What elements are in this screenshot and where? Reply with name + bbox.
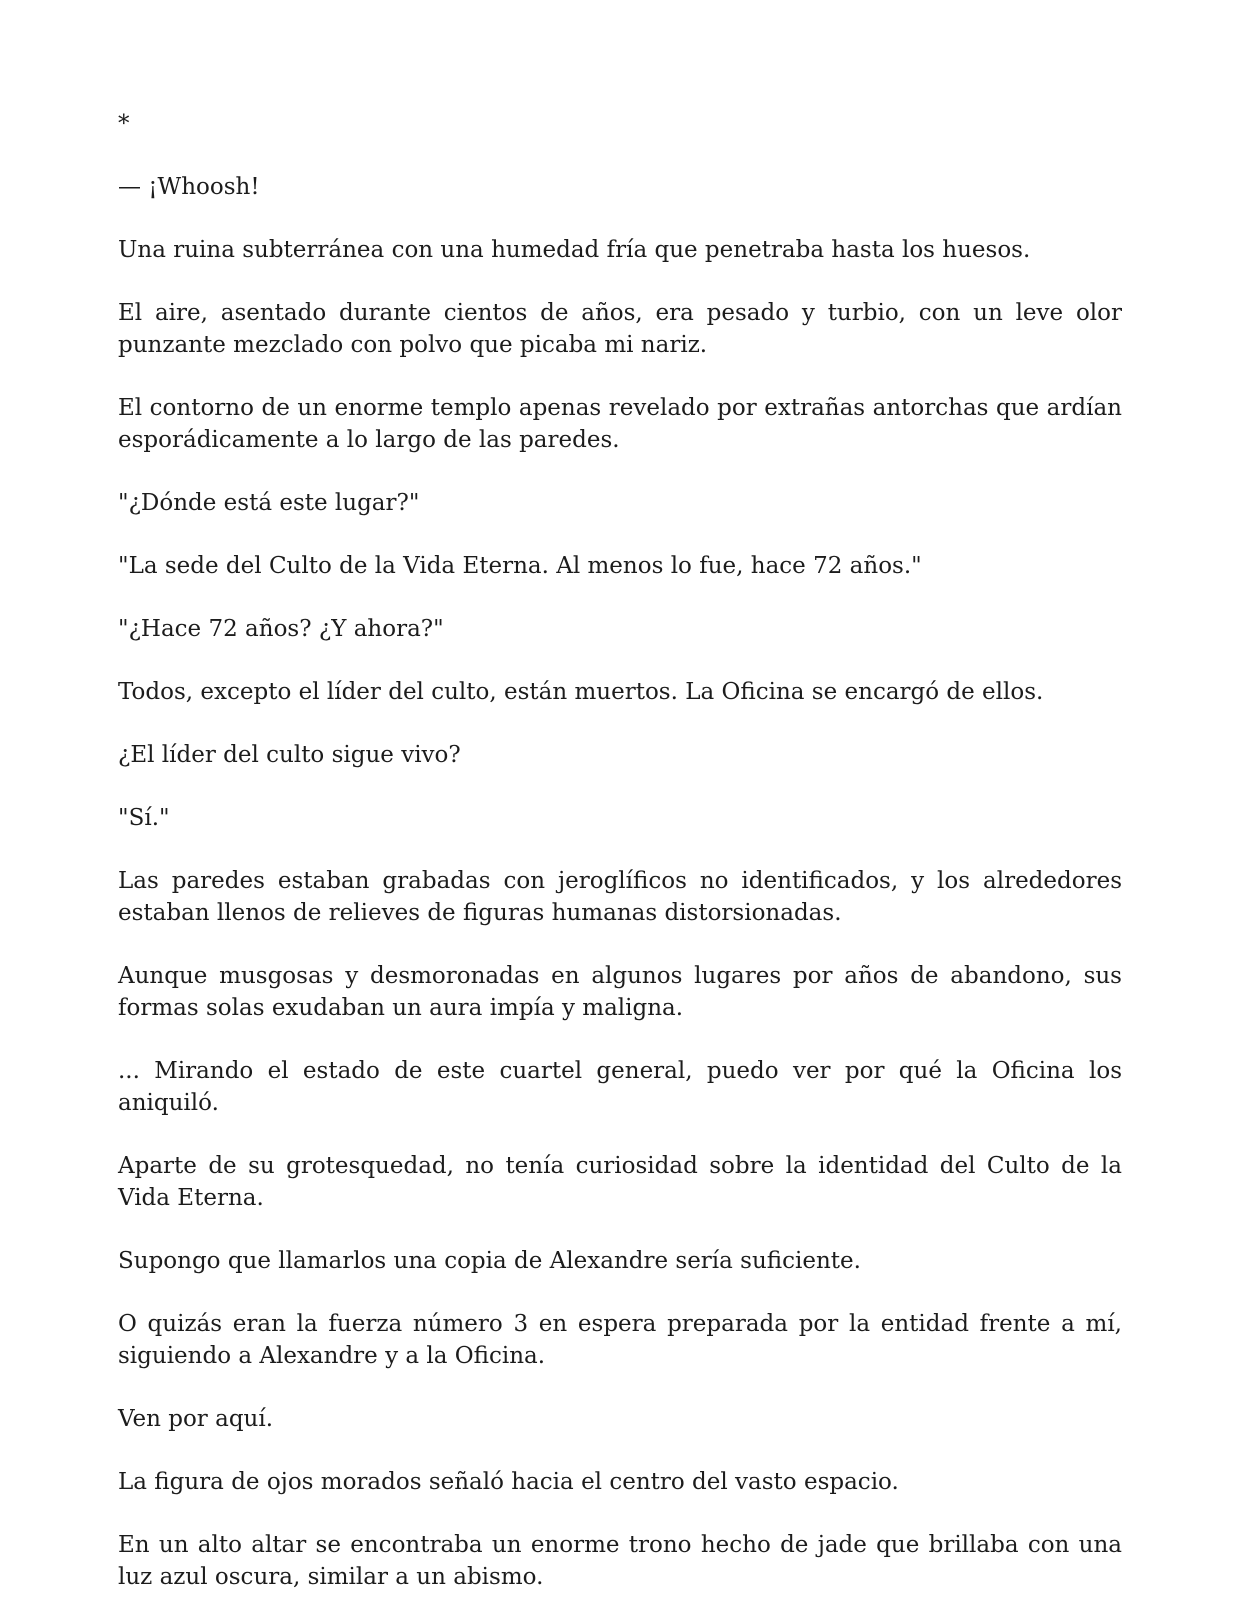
- scene-break-marker: *: [118, 111, 130, 137]
- paragraph: "La sede del Culto de la Vida Eterna. Al menos lo fue, hace 72 años.": [118, 553, 922, 579]
- paragraph: "Sí.": [118, 805, 170, 831]
- paragraph: Supongo que llamarlos una copia de Alexandre sería suficiente.: [118, 1248, 861, 1274]
- paragraph: "¿Dónde está este lugar?": [118, 490, 420, 516]
- paragraph: Una ruina subterránea con una humedad fría que penetraba hasta los huesos.: [118, 237, 1031, 263]
- paragraph: Ven por aquí.: [118, 1406, 274, 1432]
- paragraph: El aire, asentado durante cientos de años, era pesado y turbio, con un leve olor punzante mezclado con polvo que picaba mi nariz.: [118, 300, 1122, 358]
- paragraph: La figura de ojos morados señaló hacia el centro del vasto espacio.: [118, 1469, 899, 1495]
- paragraph: Las paredes estaban grabadas con jeroglíficos no identificados, y los alrededores estaban llenos de relieves de figuras humanas distorsionadas.: [118, 868, 1122, 926]
- document-body: [118, 108, 1122, 1624]
- paragraph: Todos, excepto el líder del culto, están muertos. La Oficina se encargó de ellos.: [118, 679, 1044, 705]
- paragraph: Aparte de su grotesquedad, no tenía curiosidad sobre la identidad del Culto de la Vida Eterna.: [118, 1153, 1122, 1211]
- paragraph: — ¡Whoosh!: [118, 174, 260, 200]
- paragraph: Aunque musgosas y desmoronadas en algunos lugares por años de abandono, sus formas solas exudaban un aura impía y maligna.: [118, 963, 1122, 1021]
- paragraph: ¿El líder del culto sigue vivo?: [118, 742, 461, 768]
- paragraph: ... Mirando el estado de este cuartel general, puedo ver por qué la Oficina los aniquiló.: [118, 1058, 1122, 1116]
- paragraph: El contorno de un enorme templo apenas revelado por extrañas antorchas que ardían esporádicamente a lo largo de las paredes.: [118, 395, 1122, 453]
- paragraph: "¿Hace 72 años? ¿Y ahora?": [118, 616, 444, 642]
- paragraph: O quizás eran la fuerza número 3 en espera preparada por la entidad frente a mí, siguiendo a Alexandre y a la Oficina.: [118, 1311, 1122, 1369]
- paragraph: En un alto altar se encontraba un enorme trono hecho de jade que brillaba con una luz azul oscura, similar a un abismo.: [118, 1532, 1122, 1590]
